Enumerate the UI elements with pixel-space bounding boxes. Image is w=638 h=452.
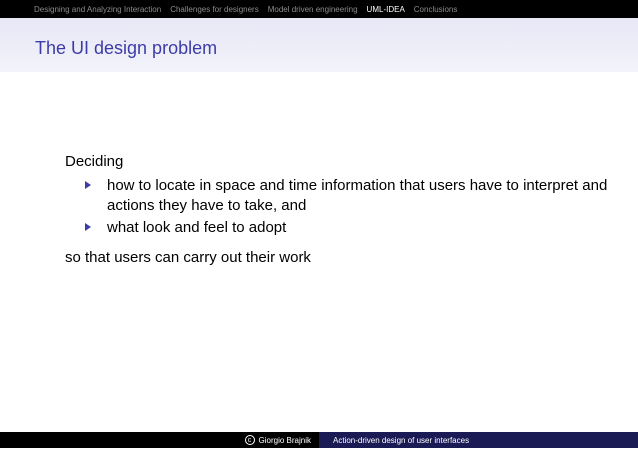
- intro-text: Deciding: [65, 153, 124, 170]
- footer-talk-title: Action-driven design of user interfaces: [333, 435, 470, 445]
- footer-title-box: [319, 432, 638, 448]
- triangle-right-icon: [85, 223, 91, 231]
- nav-item-model-driven-engineering[interactable]: Model driven engineering: [267, 4, 358, 14]
- bullet-item: [85, 218, 625, 238]
- slide-title: The UI design problem: [35, 38, 218, 58]
- bullet-list: [65, 176, 625, 238]
- bullet-text: what look and feel to adopt: [107, 219, 287, 236]
- footer-author-box: [0, 432, 319, 448]
- triangle-right-icon: [85, 181, 91, 189]
- section-navigation: [0, 0, 638, 18]
- bullet-text: how to locate in space and time information that users have to interpret and actions they have to take, and: [107, 177, 608, 214]
- nav-item-conclusions[interactable]: Conclusions: [413, 4, 458, 14]
- footer: [0, 432, 638, 448]
- title-band: [0, 18, 638, 72]
- slide-content: [65, 152, 625, 268]
- footer-author: Giorgio Brajnik: [258, 435, 311, 445]
- outro-text: so that users can carry out their work: [65, 249, 311, 266]
- nav-item-challenges-for-designers[interactable]: Challenges for designers: [170, 4, 259, 14]
- bullet-item: [85, 176, 625, 216]
- nav-item-designing-and-analyzing-interaction[interactable]: Designing and Analyzing Interaction: [34, 4, 162, 14]
- copyright-icon: c: [245, 435, 255, 445]
- nav-item-uml-idea[interactable]: UML-IDEA: [366, 4, 405, 14]
